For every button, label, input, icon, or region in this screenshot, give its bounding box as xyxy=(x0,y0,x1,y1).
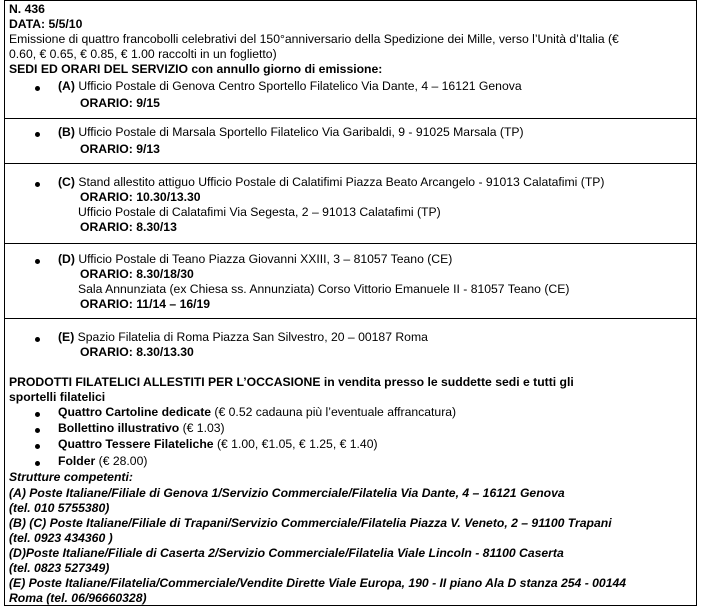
struttura-line: (tel. 0923 434360 ) xyxy=(9,531,113,545)
sede-d-orario-2: ORARIO: 11/14 – 16/19 xyxy=(80,297,211,311)
top-rule xyxy=(4,0,697,1)
sede-c-orario-2: ORARIO: 8.30/13 xyxy=(80,220,177,234)
prodotto-item xyxy=(58,437,378,452)
sede-b xyxy=(58,125,524,140)
prodotto-price: (€ 0.52 cadauna più l’eventuale affrancatura) xyxy=(211,405,457,419)
prodotto-price: (€ 1.00, €1.05, € 1.25, € 1.40) xyxy=(213,437,378,451)
sede-b-orario: ORARIO: 9/13 xyxy=(80,142,160,156)
sedi-heading: SEDI ED ORARI DEL SERVIZIO con annullo giorno di emissione: xyxy=(9,62,383,76)
bullet-icon xyxy=(35,259,40,264)
sede-address: Ufficio Postale di Teano Piazza Giovanni XXIII, 3 – 81057 Teano (CE) xyxy=(78,252,453,266)
intro-line-1: Emissione di quattro francobolli celebrativi del 150°anniversario della Spedizione dei Mille, verso l’Unità d’Italia (€ xyxy=(9,32,619,46)
sede-c-address-2: Ufficio Postale di Calatafimi Via Segesta, 2 – 91013 Calatafimi (TP) xyxy=(78,205,441,219)
bullet-icon xyxy=(35,461,40,466)
bullet-icon xyxy=(35,444,40,449)
sede-e-orario: ORARIO: 8.30/13.30 xyxy=(80,345,194,359)
bullet-icon xyxy=(35,86,40,91)
struttura-line: Roma (tel. 06/96660328) xyxy=(9,591,147,605)
sede-tag: (E) xyxy=(58,330,75,344)
section-rule xyxy=(4,318,697,319)
intro-line-2: 0.60, € 0.65, € 0.85, € 1.00 raccolti in un foglietto) xyxy=(9,47,277,61)
section-rule xyxy=(4,163,697,164)
bullet-icon xyxy=(35,412,40,417)
prodotto-item xyxy=(58,421,225,436)
prodotto-name: Quattro Tessere Filateliche xyxy=(58,437,214,451)
prodotto-item xyxy=(58,405,456,420)
sede-d-orario: ORARIO: 8.30/18/30 xyxy=(80,267,194,281)
bulletin-number: N. 436 xyxy=(9,2,45,16)
sede-d-address-2: Sala Annunziata (ex Chiesa ss. Annunziata) Corso Vittorio Emanuele II - 81057 Teano (CE) xyxy=(78,282,570,296)
bullet-icon xyxy=(35,182,40,187)
struttura-line: (tel. 010 5755380) xyxy=(9,501,110,515)
sede-tag: (A) xyxy=(58,79,75,93)
prodotto-item xyxy=(58,454,147,469)
sede-a xyxy=(58,79,522,94)
struttura-line: (D)Poste Italiane/Filiale di Caserta 2/Servizio Commerciale/Filatelia Viale Lincoln - 81100 Caserta xyxy=(9,546,564,560)
strutture-heading: Strutture competenti: xyxy=(9,470,133,484)
sede-tag: (B) xyxy=(58,125,75,139)
prodotti-heading-rest: in vendita presso le suddette sedi e tutti gli xyxy=(320,375,574,389)
prodotti-heading xyxy=(9,375,574,390)
sede-a-orario: ORARIO: 9/15 xyxy=(80,96,160,110)
bullet-icon xyxy=(35,428,40,433)
prodotti-heading-line-2: sportelli filatelici xyxy=(9,390,106,404)
prodotto-name: Bollettino illustrativo xyxy=(58,421,180,435)
bullet-icon xyxy=(35,337,40,342)
prodotto-price: (€ 1.03) xyxy=(179,421,225,435)
sede-e xyxy=(58,330,428,345)
sede-tag: (C) xyxy=(58,175,75,189)
prodotto-name: Folder xyxy=(58,454,96,468)
sede-d xyxy=(58,252,452,267)
prodotto-price: (€ 28.00) xyxy=(95,454,148,468)
sede-c xyxy=(58,175,604,190)
struttura-line: (E) Poste Italiane/Filatelia/Commerciale/Vendite Dirette Viale Europa, 190 - II piano Ala D stanza 254 - 00144 xyxy=(9,576,627,590)
struttura-line: (B) (C) Poste Italiane/Filiale di Trapani/Servizio Commerciale/Filatelia Piazza V. Veneto, 2 – 91100 Trapani xyxy=(9,516,612,530)
sede-address: Ufficio Postale di Genova Centro Sportello Filatelico Via Dante, 4 – 16121 Genova xyxy=(78,79,522,93)
prodotti-heading-bold: PRODOTTI FILATELICI ALLESTITI PER L’OCCASIONE xyxy=(9,375,321,389)
section-rule xyxy=(4,243,697,244)
bullet-icon xyxy=(35,132,40,137)
section-rule xyxy=(4,118,697,119)
sede-address: Ufficio Postale di Marsala Sportello Filatelico Via Garibaldi, 9 - 91025 Marsala (TP) xyxy=(78,125,524,139)
prodotto-name: Quattro Cartoline dedicate xyxy=(58,405,212,419)
struttura-line: (A) Poste Italiane/Filiale di Genova 1/Servizio Commerciale/Filatelia Via Dante, 4 – 16121 Genova xyxy=(9,486,565,500)
sede-c-orario: ORARIO: 10.30/13.30 xyxy=(80,190,201,204)
issue-date: DATA: 5/5/10 xyxy=(9,17,83,31)
struttura-line: (tel. 0823 527349) xyxy=(9,561,110,575)
sede-address: Spazio Filatelia di Roma Piazza San Silvestro, 20 – 00187 Roma xyxy=(77,330,428,344)
sede-address: Stand allestito attiguo Ufficio Postale di Calatifimi Piazza Beato Arcangelo - 91013 Calatafimi (TP) xyxy=(78,175,605,189)
sede-tag: (D) xyxy=(58,252,75,266)
